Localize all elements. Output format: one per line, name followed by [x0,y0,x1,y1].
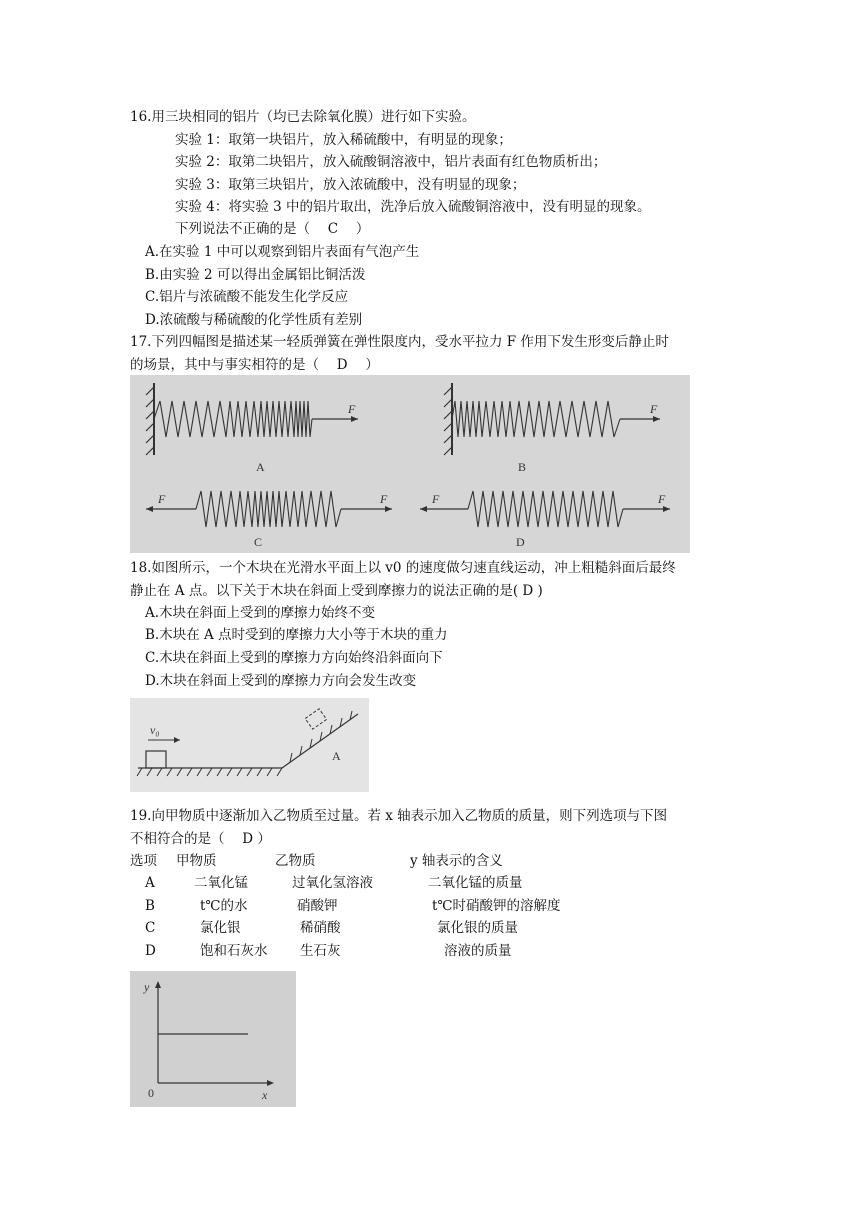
table-row-a-y-meaning: 二氧化锰的质量 [428,875,523,891]
table-header-option: 选项 [130,853,157,869]
q16-experiment-1: 实验 1：取第一块铝片，放入稀硫酸中，有明显的现象； [175,132,512,148]
table-row-c-substance-b: 稀硝酸 [300,920,341,936]
table-row-a-substance-a: 二氧化锰 [194,875,248,891]
spring-diagram-d [420,491,670,549]
spring-c-right-force-label: F [380,492,388,506]
spring-a-label: A [256,460,265,474]
graph-y-label: y [144,980,150,994]
q17-spring-figure [130,375,690,553]
spring-diagram-b [444,383,660,474]
table-row-b-option: B [145,898,155,914]
q16-option-c: C.铝片与浓硫酸不能发生化学反应 [145,289,349,305]
spring-b-force-label: F [650,402,658,416]
table-row-d-substance-a: 饱和石灰水 [200,943,268,959]
q17-stem-line-1: 17.下列四幅图是描述某一轻质弹簧在弹性限度内，受水平拉力 F 作用下发生形变后静止时 [130,334,669,350]
spring-diagram-a [146,383,358,474]
spring-c-left-force-label: F [158,492,166,506]
table-header-substance-b: 乙物质 [275,853,316,869]
table-row-b-substance-a: t℃的水 [200,898,248,914]
q18-incline-figure [130,698,369,792]
q16-option-b: B.由实验 2 可以得出金属铝比铜活泼 [145,267,366,283]
table-row-a-substance-b: 过氧化氢溶液 [292,875,373,891]
velocity-label: v₀ [150,723,160,737]
q16-question: 下列说法不正确的是（ C ） [175,221,370,237]
point-a-label: A [332,749,341,763]
q16-experiment-2: 实验 2：取第二块铝片，放入硫酸铜溶液中，铝片表面有红色物质析出； [175,154,607,170]
q18-option-a: A.木块在斜面上受到的摩擦力始终不变 [145,605,376,621]
spring-d-left-force-label: F [432,492,440,506]
block-at-a [305,709,326,729]
q18-option-c: C.木块在斜面上受到的摩擦力方向始终沿斜面向下 [145,650,443,666]
table-row-b-substance-b: 硝酸钾 [297,898,338,914]
q18-option-d: D.木块在斜面上受到的摩擦力方向会发生改变 [145,673,417,689]
spring-c-label: C [254,535,263,549]
q16-option-a: A.在实验 1 中可以观察到铝片表面有气泡产生 [145,244,420,260]
table-row-a-option: A [145,875,155,891]
spring-d-label: D [516,535,525,549]
spring-diagram-c [146,491,392,549]
q19-stem-line-2: 不相符合的是（ D ） [130,831,271,847]
table-row-d-substance-b: 生石灰 [300,943,341,959]
table-row-d-y-meaning: 溶液的质量 [444,943,512,959]
q17-stem-line-2: 的场景，其中与事实相符的是（ D ） [130,357,379,373]
spring-b-label: B [518,460,527,474]
q16-experiment-4: 实验 4：将实验 3 中的铝片取出，洗净后放入硫酸铜溶液中，没有明显的现象。 [175,199,651,215]
graph-origin-label: 0 [148,1086,154,1100]
table-row-c-y-meaning: 氯化银的质量 [437,920,518,936]
table-row-b-y-meaning: t℃时硝酸钾的溶解度 [432,898,561,914]
q19-stem-line-1: 19.向甲物质中逐渐加入乙物质至过量。若 x 轴表示加入乙物质的质量，则下列选项与下图 [130,808,668,824]
q16-stem: 16.用三块相同的铝片（均已去除氧化膜）进行如下实验。 [130,109,476,125]
table-row-c-option: C [145,920,156,936]
q16-option-d: D.浓硫酸与稀硫酸的化学性质有差别 [145,312,363,328]
wood-block [146,751,166,768]
spring-a-force-label: F [348,402,356,416]
q19-graph-figure [130,971,296,1107]
table-header-substance-a: 甲物质 [176,853,217,869]
spring-d-right-force-label: F [658,492,666,506]
graph-x-label: x [262,1088,268,1102]
table-row-c-substance-a: 氯化银 [200,920,241,936]
table-header-y-meaning: y 轴表示的含义 [410,853,503,869]
q18-option-b: B.木块在 A 点时受到的摩擦力大小等于木块的重力 [145,627,448,643]
table-row-d-option: D [145,943,156,959]
q18-stem-line-2: 静止在 A 点。以下关于木块在斜面上受到摩擦力的说法正确的是( D ) [130,583,543,599]
q16-experiment-3: 实验 3：取第三块铝片，放入浓硫酸中，没有明显的现象； [175,177,526,193]
q18-stem-line-1: 18.如图所示，一个木块在光滑水平面上以 v0 的速度做匀速直线运动，冲上粗糙斜面后最终 [130,560,676,576]
